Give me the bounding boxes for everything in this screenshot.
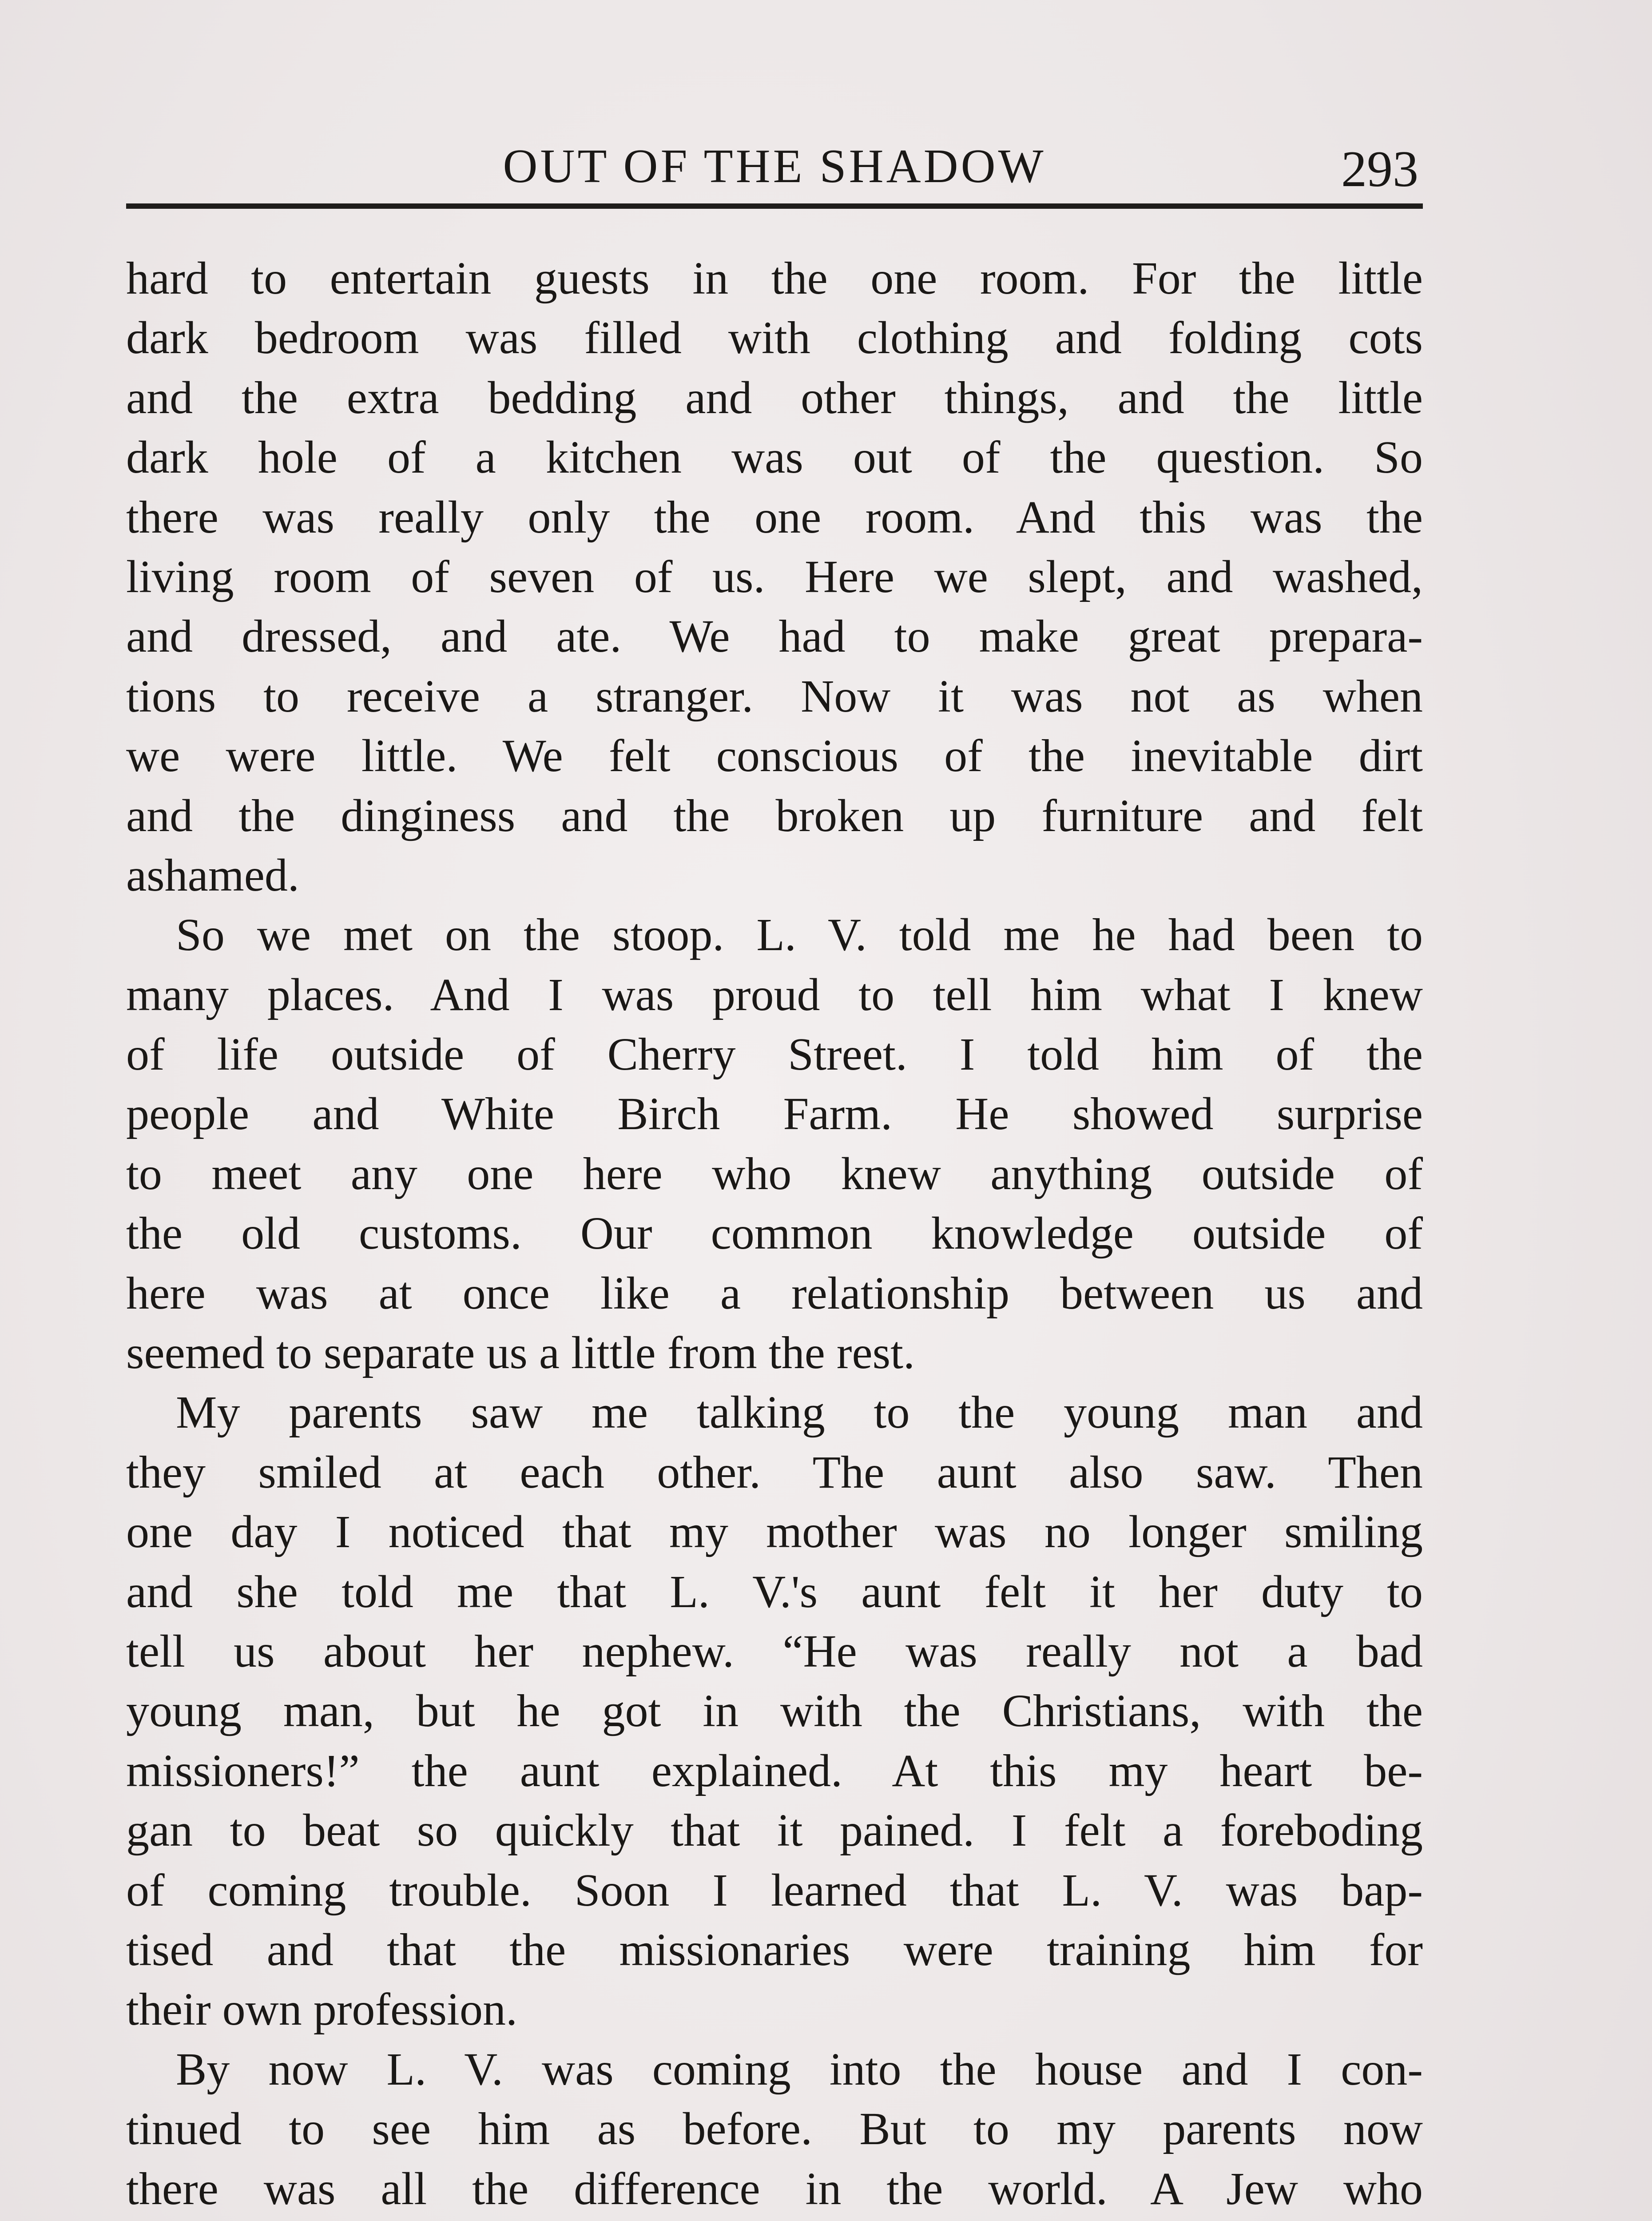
text-line — [126, 2219, 1423, 2221]
text-line: we were little. We felt conscious of the inevitable dirt — [126, 730, 1423, 782]
text-line: By now L. V. was coming into the house and I con- — [176, 2043, 1423, 2095]
running-head: OUT OF THE SHADOW — [503, 140, 1046, 193]
text-line: the old customs. Our common knowledge outside of — [126, 1208, 1423, 1259]
text-line: young man, but he got in with the Christians, with the — [126, 1685, 1423, 1737]
text-line: and dressed, and ate. We had to make great prepara- — [126, 611, 1423, 662]
text-line: So we met on the stoop. L. V. told me he had been to — [176, 909, 1423, 961]
paragraph — [126, 249, 1423, 905]
text-line: many places. And I was proud to tell him what I knew — [126, 969, 1423, 1020]
paragraph — [126, 2040, 1423, 2221]
paragraph — [126, 905, 1423, 1383]
text-line: one day I noticed that my mother was no longer smiling — [126, 1506, 1423, 1558]
text-line: there was really only the one room. And this was the — [126, 491, 1423, 543]
text-line: seemed to separate us a little from the rest. — [126, 1327, 915, 1379]
text-line: My parents saw me talking to the young man and — [176, 1387, 1423, 1438]
text-line: people and White Birch Farm. He showed surprise — [126, 1088, 1423, 1140]
text-line: tions to receive a stranger. Now it was not as when — [126, 670, 1423, 722]
header-rule — [126, 203, 1423, 209]
text-line: tised and that the missionaries were training him for — [126, 1924, 1423, 1975]
text-line: of coming trouble. Soon I learned that L. V. was bap- — [126, 1864, 1423, 1916]
text-line: living room of seven of us. Here we slept, and washed, — [126, 551, 1423, 602]
text-line: and she told me that L. V.'s aunt felt it her duty to — [126, 1566, 1423, 1617]
text-line: their own profession. — [126, 1984, 517, 2035]
text-line: hard to entertain guests in the one room. For the little — [126, 253, 1423, 304]
text-line: dark bedroom was filled with clothing and folding cots — [126, 312, 1423, 364]
page-number: 293 — [1341, 141, 1418, 198]
text-line: here was at once like a relationship between us and — [126, 1267, 1423, 1319]
text-line: of life outside of Cherry Street. I told him of the — [126, 1029, 1423, 1080]
text-line: there was all the difference in the world. A Jew who — [126, 2163, 1423, 2214]
page-header — [126, 133, 1423, 200]
text-line: tinued to see him as before. But to my parents now — [126, 2103, 1423, 2155]
paragraph — [126, 1383, 1423, 2039]
text-line: tell us about her nephew. “He was really not a bad — [126, 1625, 1423, 1677]
body-text — [126, 249, 1423, 2221]
text-line: to meet any one here who knew anything outside of — [126, 1148, 1423, 1199]
text-line: gan to beat so quickly that it pained. I felt a foreboding — [126, 1805, 1423, 1856]
text-line: ashamed. — [126, 849, 299, 901]
text-line: and the extra bedding and other things, and the little — [126, 372, 1423, 423]
text-line: and the dinginess and the broken up furniture and felt — [126, 790, 1423, 841]
text-line: they smiled at each other. The aunt also saw. Then — [126, 1446, 1423, 1498]
text-line: dark hole of a kitchen was out of the question. So — [126, 432, 1423, 483]
text-line: missioners!” the aunt explained. At this my heart be- — [126, 1745, 1423, 1796]
